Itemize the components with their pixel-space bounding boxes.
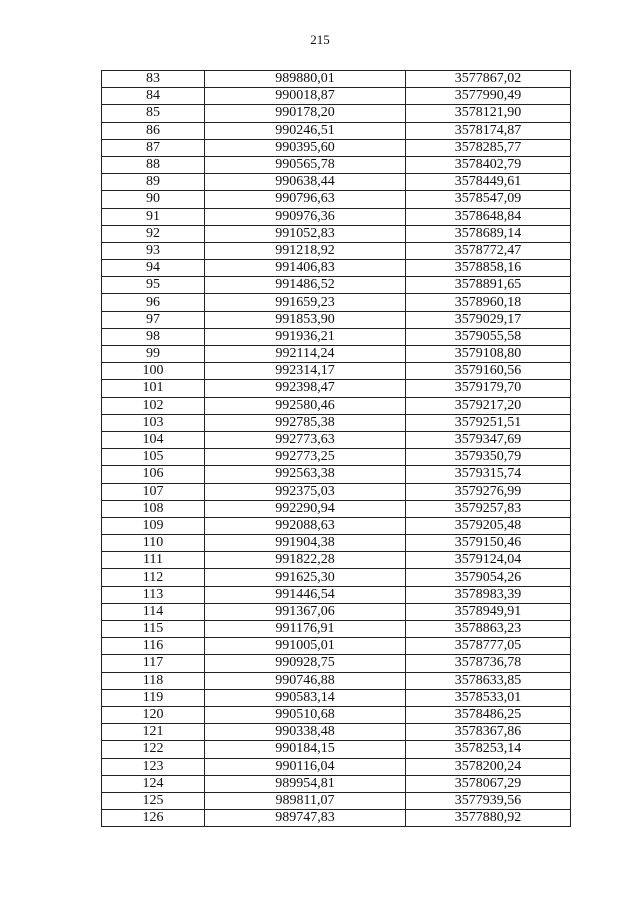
point-number-cell: 90: [102, 191, 205, 208]
point-number-cell: 118: [102, 672, 205, 689]
y-coordinate-cell: 3578863,23: [406, 621, 571, 638]
point-number-cell: 115: [102, 621, 205, 638]
y-coordinate-cell: 3579108,80: [406, 346, 571, 363]
x-coordinate-cell: 990018,87: [205, 88, 406, 105]
table-row: [102, 174, 571, 191]
table-row: [102, 122, 571, 139]
y-coordinate-cell: 3578891,65: [406, 277, 571, 294]
table-row: [102, 603, 571, 620]
x-coordinate-cell: 990796,63: [205, 191, 406, 208]
x-coordinate-cell: 992580,46: [205, 397, 406, 414]
table-row: [102, 655, 571, 672]
y-coordinate-cell: 3578777,05: [406, 638, 571, 655]
table-row: [102, 552, 571, 569]
point-number-cell: 89: [102, 174, 205, 191]
x-coordinate-cell: 989954,81: [205, 775, 406, 792]
x-coordinate-cell: 989811,07: [205, 792, 406, 809]
table-row: [102, 535, 571, 552]
y-coordinate-cell: 3579124,04: [406, 552, 571, 569]
point-number-cell: 107: [102, 483, 205, 500]
y-coordinate-cell: 3579257,83: [406, 500, 571, 517]
y-coordinate-cell: 3578174,87: [406, 122, 571, 139]
y-coordinate-cell: 3579217,20: [406, 397, 571, 414]
point-number-cell: 120: [102, 706, 205, 723]
y-coordinate-cell: 3579054,26: [406, 569, 571, 586]
y-coordinate-cell: 3578648,84: [406, 208, 571, 225]
point-number-cell: 86: [102, 122, 205, 139]
y-coordinate-cell: 3578983,39: [406, 586, 571, 603]
point-number-cell: 124: [102, 775, 205, 792]
y-coordinate-cell: 3578486,25: [406, 706, 571, 723]
table-row: [102, 328, 571, 345]
x-coordinate-cell: 989880,01: [205, 71, 406, 88]
x-coordinate-cell: 990246,51: [205, 122, 406, 139]
point-number-cell: 123: [102, 758, 205, 775]
y-coordinate-cell: 3578253,14: [406, 741, 571, 758]
y-coordinate-cell: 3578067,29: [406, 775, 571, 792]
y-coordinate-cell: 3579029,17: [406, 311, 571, 328]
x-coordinate-cell: 991367,06: [205, 603, 406, 620]
point-number-cell: 110: [102, 535, 205, 552]
point-number-cell: 106: [102, 466, 205, 483]
point-number-cell: 96: [102, 294, 205, 311]
table-row: [102, 741, 571, 758]
point-number-cell: 93: [102, 242, 205, 259]
y-coordinate-cell: 3578736,78: [406, 655, 571, 672]
page-number: 215: [310, 32, 330, 47]
x-coordinate-cell: 990976,36: [205, 208, 406, 225]
point-number-cell: 99: [102, 346, 205, 363]
point-number-cell: 85: [102, 105, 205, 122]
y-coordinate-cell: 3578949,91: [406, 603, 571, 620]
table-row: [102, 517, 571, 534]
y-coordinate-cell: 3579205,48: [406, 517, 571, 534]
table-row: [102, 380, 571, 397]
table-row: [102, 71, 571, 88]
y-coordinate-cell: 3579150,46: [406, 535, 571, 552]
table-row: [102, 105, 571, 122]
table-row: [102, 706, 571, 723]
table-row: [102, 758, 571, 775]
y-coordinate-cell: 3578772,47: [406, 242, 571, 259]
point-number-cell: 119: [102, 689, 205, 706]
x-coordinate-cell: 990178,20: [205, 105, 406, 122]
coordinates-table-body: [102, 71, 571, 827]
x-coordinate-cell: 989747,83: [205, 810, 406, 827]
x-coordinate-cell: 991052,83: [205, 225, 406, 242]
table-row: [102, 414, 571, 431]
y-coordinate-cell: 3578633,85: [406, 672, 571, 689]
table-row: [102, 191, 571, 208]
x-coordinate-cell: 990928,75: [205, 655, 406, 672]
y-coordinate-cell: 3578121,90: [406, 105, 571, 122]
table-row: [102, 242, 571, 259]
table-row: [102, 466, 571, 483]
point-number-cell: 94: [102, 260, 205, 277]
x-coordinate-cell: 991853,90: [205, 311, 406, 328]
x-coordinate-cell: 990395,60: [205, 139, 406, 156]
x-coordinate-cell: 992375,03: [205, 483, 406, 500]
point-number-cell: 92: [102, 225, 205, 242]
x-coordinate-cell: 992563,38: [205, 466, 406, 483]
x-coordinate-cell: 990583,14: [205, 689, 406, 706]
y-coordinate-cell: 3578858,16: [406, 260, 571, 277]
table-row: [102, 431, 571, 448]
point-number-cell: 112: [102, 569, 205, 586]
table-row: [102, 88, 571, 105]
table-row: [102, 346, 571, 363]
y-coordinate-cell: 3579315,74: [406, 466, 571, 483]
x-coordinate-cell: 991486,52: [205, 277, 406, 294]
table-row: [102, 277, 571, 294]
y-coordinate-cell: 3579179,70: [406, 380, 571, 397]
point-number-cell: 103: [102, 414, 205, 431]
point-number-cell: 98: [102, 328, 205, 345]
point-number-cell: 108: [102, 500, 205, 517]
x-coordinate-cell: 991904,38: [205, 535, 406, 552]
point-number-cell: 105: [102, 449, 205, 466]
y-coordinate-cell: 3579160,56: [406, 363, 571, 380]
x-coordinate-cell: 992088,63: [205, 517, 406, 534]
x-coordinate-cell: 990746,88: [205, 672, 406, 689]
table-row: [102, 810, 571, 827]
y-coordinate-cell: 3577867,02: [406, 71, 571, 88]
table-row: [102, 311, 571, 328]
x-coordinate-cell: 991446,54: [205, 586, 406, 603]
point-number-cell: 104: [102, 431, 205, 448]
x-coordinate-cell: 990116,04: [205, 758, 406, 775]
x-coordinate-cell: 991659,23: [205, 294, 406, 311]
y-coordinate-cell: 3579276,99: [406, 483, 571, 500]
y-coordinate-cell: 3579055,58: [406, 328, 571, 345]
y-coordinate-cell: 3579350,79: [406, 449, 571, 466]
point-number-cell: 122: [102, 741, 205, 758]
point-number-cell: 84: [102, 88, 205, 105]
point-number-cell: 113: [102, 586, 205, 603]
point-number-cell: 102: [102, 397, 205, 414]
table-row: [102, 156, 571, 173]
table-row: [102, 672, 571, 689]
x-coordinate-cell: 990338,48: [205, 724, 406, 741]
table-row: [102, 621, 571, 638]
y-coordinate-cell: 3578689,14: [406, 225, 571, 242]
point-number-cell: 109: [102, 517, 205, 534]
x-coordinate-cell: 992398,47: [205, 380, 406, 397]
point-number-cell: 101: [102, 380, 205, 397]
y-coordinate-cell: 3578533,01: [406, 689, 571, 706]
x-coordinate-cell: 991936,21: [205, 328, 406, 345]
y-coordinate-cell: 3579347,69: [406, 431, 571, 448]
y-coordinate-cell: 3577990,49: [406, 88, 571, 105]
table-row: [102, 294, 571, 311]
y-coordinate-cell: 3578547,09: [406, 191, 571, 208]
point-number-cell: 121: [102, 724, 205, 741]
y-coordinate-cell: 3578285,77: [406, 139, 571, 156]
x-coordinate-cell: 991822,28: [205, 552, 406, 569]
table-row: [102, 208, 571, 225]
table-row: [102, 569, 571, 586]
table-row: [102, 139, 571, 156]
x-coordinate-cell: 992773,25: [205, 449, 406, 466]
point-number-cell: 97: [102, 311, 205, 328]
y-coordinate-cell: 3578367,86: [406, 724, 571, 741]
y-coordinate-cell: 3578449,61: [406, 174, 571, 191]
x-coordinate-cell: 991406,83: [205, 260, 406, 277]
point-number-cell: 100: [102, 363, 205, 380]
table-row: [102, 724, 571, 741]
y-coordinate-cell: 3577939,56: [406, 792, 571, 809]
x-coordinate-cell: 991218,92: [205, 242, 406, 259]
table-row: [102, 397, 571, 414]
x-coordinate-cell: 992290,94: [205, 500, 406, 517]
x-coordinate-cell: 991005,01: [205, 638, 406, 655]
x-coordinate-cell: 990638,44: [205, 174, 406, 191]
x-coordinate-cell: 990510,68: [205, 706, 406, 723]
y-coordinate-cell: 3578960,18: [406, 294, 571, 311]
table-row: [102, 792, 571, 809]
x-coordinate-cell: 992314,17: [205, 363, 406, 380]
point-number-cell: 87: [102, 139, 205, 156]
coordinates-table: [101, 70, 571, 827]
point-number-cell: 111: [102, 552, 205, 569]
point-number-cell: 117: [102, 655, 205, 672]
table-row: [102, 260, 571, 277]
point-number-cell: 116: [102, 638, 205, 655]
point-number-cell: 114: [102, 603, 205, 620]
point-number-cell: 83: [102, 71, 205, 88]
x-coordinate-cell: 991176,91: [205, 621, 406, 638]
table-row: [102, 586, 571, 603]
point-number-cell: 88: [102, 156, 205, 173]
x-coordinate-cell: 991625,30: [205, 569, 406, 586]
point-number-cell: 91: [102, 208, 205, 225]
table-row: [102, 689, 571, 706]
table-row: [102, 363, 571, 380]
x-coordinate-cell: 992114,24: [205, 346, 406, 363]
table-row: [102, 225, 571, 242]
table-row: [102, 500, 571, 517]
x-coordinate-cell: 990565,78: [205, 156, 406, 173]
y-coordinate-cell: 3578200,24: [406, 758, 571, 775]
table-row: [102, 638, 571, 655]
point-number-cell: 125: [102, 792, 205, 809]
table-row: [102, 449, 571, 466]
y-coordinate-cell: 3578402,79: [406, 156, 571, 173]
x-coordinate-cell: 992785,38: [205, 414, 406, 431]
x-coordinate-cell: 990184,15: [205, 741, 406, 758]
table-row: [102, 483, 571, 500]
x-coordinate-cell: 992773,63: [205, 431, 406, 448]
table-row: [102, 775, 571, 792]
y-coordinate-cell: 3577880,92: [406, 810, 571, 827]
point-number-cell: 95: [102, 277, 205, 294]
y-coordinate-cell: 3579251,51: [406, 414, 571, 431]
point-number-cell: 126: [102, 810, 205, 827]
